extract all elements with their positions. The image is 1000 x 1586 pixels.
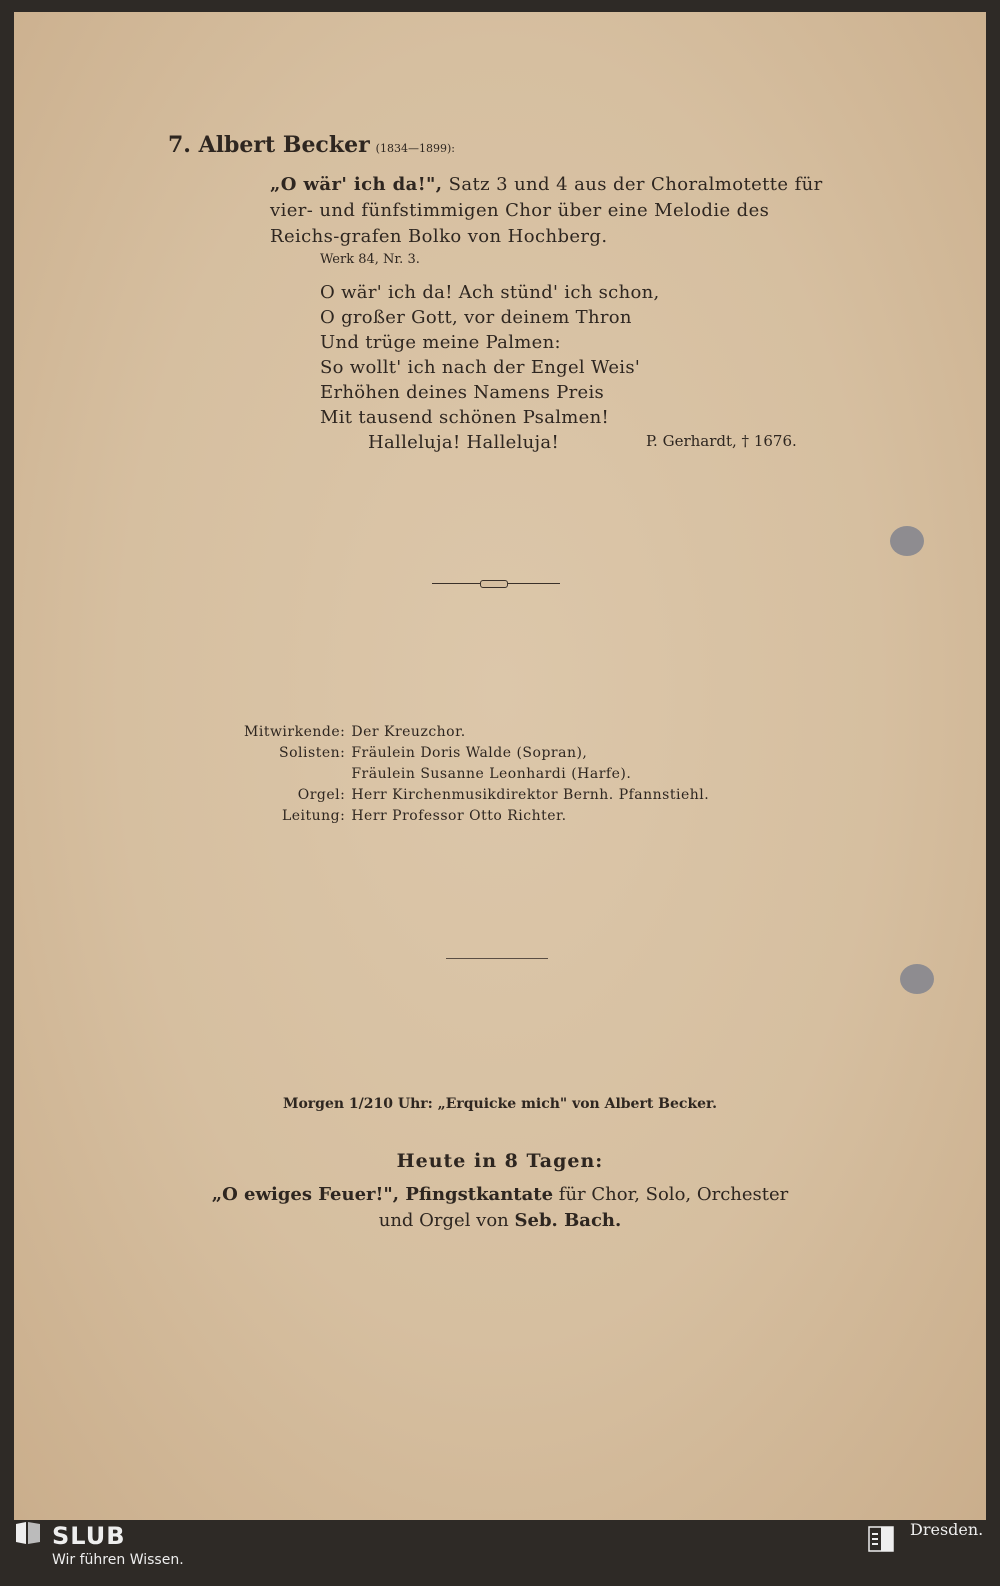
cantata-scoring-cont: und Orgel von [378, 1210, 515, 1231]
cantata-composer: Seb. Bach. [514, 1210, 622, 1231]
slub-logo-text: SLUB [52, 1522, 126, 1550]
poem-line: Mit tausend schönen Psalmen! [320, 407, 610, 428]
credit-label: Leitung: [281, 808, 346, 824]
poem-line-halleluja: Halleluja! Halleluja! [368, 432, 560, 453]
dresden-logo-text: Dresden. [910, 1520, 984, 1539]
footer-bar [0, 1520, 1000, 1586]
document-page [14, 12, 986, 1522]
opus-number: Werk 84, Nr. 3. [320, 252, 420, 267]
poem-line: O wär' ich da! Ach stünd' ich schon, [320, 282, 660, 303]
ornament-divider [432, 580, 560, 588]
work-description: Satz 3 und 4 aus der Choralmotette für vier- und fünfstimmigen Chor über eine Melodie des Reichs-grafen Bolko von Hochberg. [270, 174, 823, 247]
credit-row [244, 722, 709, 743]
dresden-crest-icon [868, 1526, 894, 1552]
punch-hole [890, 526, 924, 556]
poem-line: Und trüge meine Palmen: [320, 332, 561, 353]
cantata-scoring: für Chor, Solo, Orchester [553, 1184, 789, 1205]
cantata-title: „O ewiges Feuer!", Pfingstkantate [211, 1184, 554, 1205]
entry-description [270, 172, 830, 250]
slub-book-icon [14, 1520, 42, 1546]
poem-line: Erhöhen deines Namens Preis [320, 382, 605, 403]
credit-value: Herr Kirchenmusikdirektor Bernh. Pfannstiehl. [351, 787, 710, 803]
entry-title: 7. Albert Becker [168, 132, 370, 158]
credit-value: Fräulein Susanne Leonhardi (Harfe). [351, 766, 632, 782]
poem-author: P. Gerhardt, † 1676. [646, 432, 797, 450]
credit-label: Mitwirkende: [244, 724, 346, 740]
credit-row [244, 743, 709, 764]
credit-value: Fräulein Doris Walde (Sopran), [351, 745, 588, 761]
credit-row [244, 764, 709, 785]
entry-dates: (1834—1899): [375, 142, 455, 155]
poem-line: O großer Gott, vor deinem Thron [320, 307, 632, 328]
credits-block [244, 722, 709, 827]
poem-line: So wollt' ich nach der Engel Weis' [320, 357, 641, 378]
credit-label: Solisten: [279, 745, 346, 761]
next-week-program [14, 1182, 986, 1234]
credit-label: Orgel: [297, 787, 346, 803]
entry-heading [168, 132, 455, 158]
divider-line [446, 958, 548, 959]
tomorrow-notice: Morgen 1/210 Uhr: „Erquicke mich" von Albert Becker. [282, 1096, 718, 1112]
credit-value: Der Kreuzchor. [351, 724, 466, 740]
credit-label [244, 764, 351, 785]
credit-value: Herr Professor Otto Richter. [351, 808, 567, 824]
work-title: „O wär' ich da!", [270, 174, 443, 195]
next-week-heading: Heute in 8 Tagen: [396, 1150, 604, 1172]
punch-hole [900, 964, 934, 994]
credit-row [244, 806, 709, 827]
credit-row [244, 785, 709, 806]
slub-tagline: Wir führen Wissen. [52, 1552, 184, 1568]
poem-text [320, 280, 660, 455]
